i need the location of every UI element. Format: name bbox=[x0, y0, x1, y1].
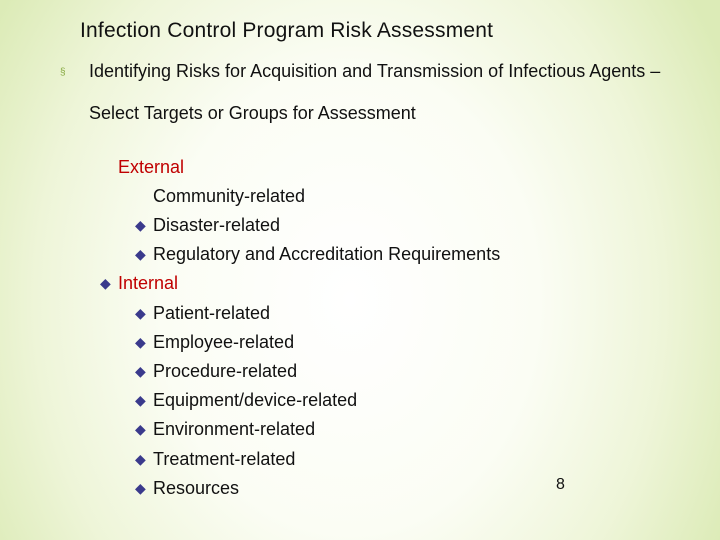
list-item-text: Environment-related bbox=[153, 419, 316, 439]
diamond-bullet-icon: ◆ bbox=[135, 246, 146, 262]
group-internal bbox=[100, 272, 178, 294]
list-item bbox=[135, 389, 357, 411]
bullet-text: Select Targets or Groups for Assessment bbox=[89, 103, 416, 123]
section-bullet-icon: § bbox=[60, 67, 66, 78]
list-item bbox=[135, 331, 294, 353]
list-item-text: Community-related bbox=[153, 186, 306, 206]
list-item-text: Patient-related bbox=[153, 303, 271, 323]
diamond-bullet-icon: ◆ bbox=[135, 334, 146, 350]
list-item bbox=[135, 477, 239, 499]
diamond-bullet-icon: ◆ bbox=[135, 363, 146, 379]
bullet-text: Identifying Risks for Acquisition and Transmission of Infectious Agents – bbox=[89, 61, 661, 81]
diamond-bullet-icon: ◆ bbox=[100, 275, 111, 291]
group-external bbox=[100, 156, 184, 178]
list-item bbox=[135, 214, 280, 236]
list-item-text: Employee-related bbox=[153, 332, 295, 352]
diamond-bullet-icon: ◆ bbox=[135, 480, 146, 496]
diamond-bullet-icon: ◆ bbox=[135, 451, 146, 467]
list-item bbox=[135, 302, 270, 324]
list-item bbox=[135, 448, 295, 470]
slide-title: Infection Control Program Risk Assessment bbox=[80, 19, 494, 42]
list-item-text: Equipment/device-related bbox=[153, 390, 358, 410]
list-item bbox=[135, 360, 297, 382]
diamond-bullet-icon: ◆ bbox=[135, 421, 146, 437]
list-item-text: Disaster-related bbox=[153, 215, 281, 235]
diamond-bullet-icon: ◆ bbox=[135, 305, 146, 321]
page-number: 8 bbox=[556, 476, 565, 493]
list-item bbox=[135, 418, 315, 440]
list-item bbox=[135, 243, 500, 265]
list-item-text: Procedure-related bbox=[153, 361, 298, 381]
diamond-bullet-icon: ◆ bbox=[135, 217, 146, 233]
list-item-text: Resources bbox=[153, 478, 240, 498]
group-label: External bbox=[118, 157, 185, 177]
list-item-text: Treatment-related bbox=[153, 449, 296, 469]
list-item-text: Regulatory and Accreditation Requirements bbox=[153, 244, 501, 264]
group-label: Internal bbox=[118, 273, 179, 293]
diamond-bullet-icon: ◆ bbox=[135, 392, 146, 408]
list-item bbox=[135, 185, 305, 207]
